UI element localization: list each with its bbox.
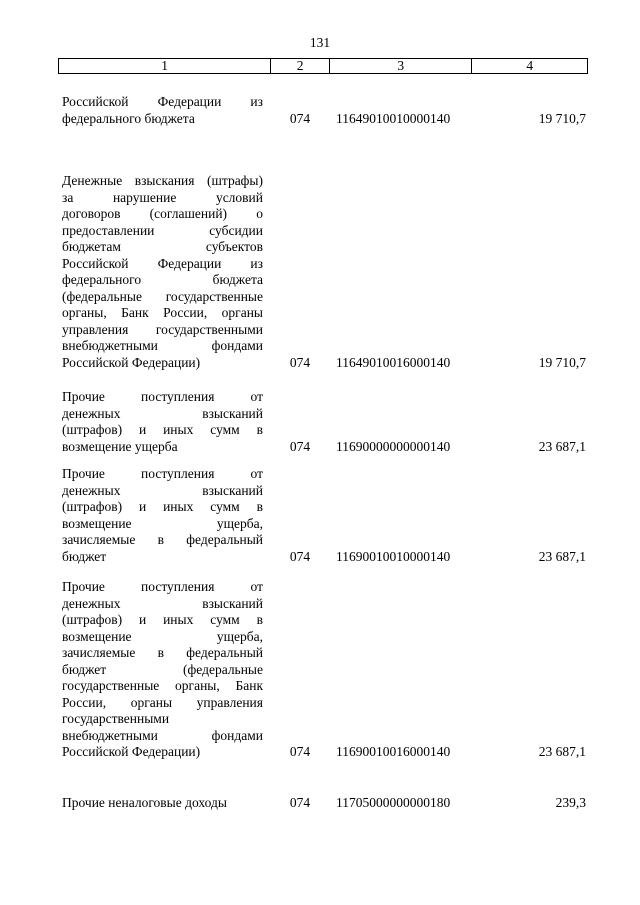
header-col-1: 1 — [59, 59, 271, 73]
description-line: денежных взысканий — [62, 595, 263, 611]
page-number: 131 — [309, 35, 331, 50]
description-line: Прочие поступления от — [62, 579, 263, 594]
row-kbk: 11705000000000180 — [336, 795, 451, 810]
description-line: (штрафов) и иных сумм в — [62, 499, 263, 514]
description-line: государственные органы, Банк — [62, 678, 263, 693]
row-kbk: 11649010010000140 — [336, 110, 451, 126]
description-line: органы, Банк России, органы — [62, 305, 263, 320]
description-line: Российской Федерации из — [62, 94, 263, 109]
description-line: федерального бюджета — [62, 110, 195, 126]
row-kbk: 11690000000000140 — [336, 438, 451, 454]
row-kbk: 11690010016000140 — [336, 744, 451, 759]
description-line: бюджет — [62, 548, 107, 564]
description-line: денежных взысканий — [62, 482, 263, 498]
description-line: возмещение ущерба — [62, 438, 178, 454]
row-code: 074 — [289, 110, 311, 126]
description-line: за нарушение условий — [62, 189, 263, 205]
description-line: федерального бюджета — [62, 272, 263, 287]
description-line: бюджетам субъектов — [62, 239, 263, 254]
description-line: (штрафов) и иных сумм в — [62, 422, 263, 437]
description-line: предоставлении субсидии — [62, 222, 263, 238]
description-line: внебюджетными фондами — [62, 727, 263, 743]
description-line: Прочие неналоговые доходы — [62, 795, 227, 810]
row-code: 074 — [289, 744, 311, 759]
row-description — [62, 94, 263, 127]
row-description — [62, 795, 263, 812]
header-col-4: 4 — [526, 58, 534, 73]
row-kbk: 11690010010000140 — [336, 548, 451, 564]
description-line: Денежные взыскания (штрафы) — [62, 173, 263, 188]
table-header-row — [58, 58, 588, 74]
description-line: возмещение ущерба, — [62, 515, 263, 531]
description-line: России, органы управления — [62, 694, 263, 710]
row-amount: 23 687,1 — [538, 744, 586, 759]
description-line: Российской Федерации) — [62, 354, 201, 370]
description-line: зачисляемые в федеральный — [62, 532, 263, 547]
row-code: 074 — [289, 438, 311, 454]
row-kbk: 11649010016000140 — [336, 354, 451, 370]
description-line: возмещение ущерба, — [62, 628, 263, 644]
row-amount: 239,3 — [555, 795, 586, 810]
row-code: 074 — [289, 548, 311, 564]
description-line: Российской Федерации из — [62, 255, 263, 271]
row-amount: 23 687,1 — [538, 548, 586, 564]
description-line: (штрафов) и иных сумм в — [62, 612, 263, 627]
row-amount: 23 687,1 — [538, 438, 586, 454]
row-description — [62, 466, 263, 565]
description-line: договоров (соглашений) о — [62, 206, 263, 221]
description-line: денежных взысканий — [62, 405, 263, 421]
description-line: Российской Федерации) — [62, 744, 201, 759]
description-line: (федеральные государственные — [62, 288, 263, 304]
row-amount: 19 710,7 — [538, 354, 586, 370]
row-description — [62, 579, 263, 761]
row-amount: 19 710,7 — [538, 110, 586, 126]
row-description — [62, 173, 263, 371]
description-line: Прочие поступления от — [62, 389, 263, 404]
row-description — [62, 389, 263, 455]
description-line: государственными — [62, 711, 170, 726]
description-line: Прочие поступления от — [62, 466, 263, 481]
description-line: внебюджетными фондами — [62, 338, 263, 353]
row-code: 074 — [289, 795, 311, 810]
description-line: бюджет (федеральные — [62, 661, 263, 677]
header-col-2: 2 — [271, 59, 330, 73]
header-col-3: 3 — [330, 59, 472, 73]
description-line: управления государственными — [62, 321, 263, 337]
row-code: 074 — [289, 354, 311, 370]
description-line: зачисляемые в федеральный — [62, 645, 263, 660]
